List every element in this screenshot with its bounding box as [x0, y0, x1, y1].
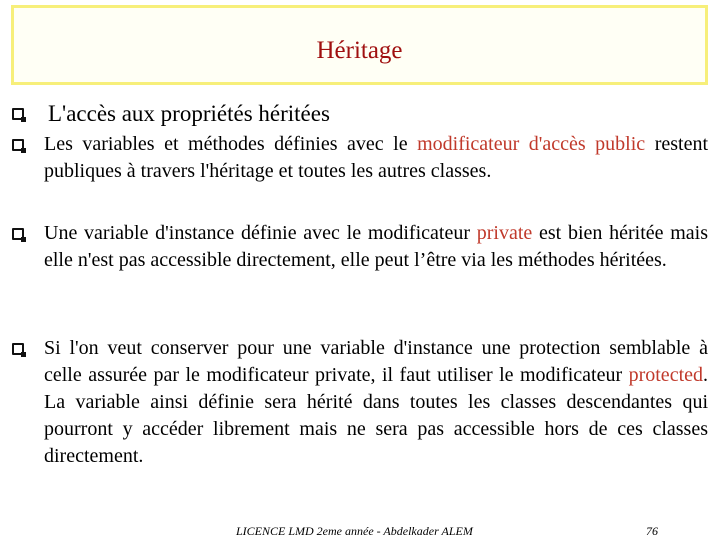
square-bullet-icon	[12, 343, 24, 355]
square-bullet-icon	[12, 108, 24, 120]
bullet-item-private	[12, 220, 708, 274]
keyword-highlight: private	[476, 222, 533, 244]
square-bullet-icon	[12, 228, 24, 240]
bullet-text	[44, 220, 708, 274]
text-segment: Si l'on veut conserver pour une variable d'instance une protection semblable à celle assurée par le modificateur private, il faut utiliser le modificateur	[44, 337, 708, 386]
bullet-text	[44, 131, 708, 185]
page-number: 76	[646, 524, 658, 538]
bullet-text: L'accès aux propriétés héritées	[48, 101, 330, 126]
square-bullet-icon	[12, 139, 24, 151]
text-segment: Les variables et méthodes définies avec le	[44, 133, 418, 155]
title-box	[11, 5, 708, 85]
text-segment: est bien héritée mais elle n'est pas accessible directement, elle peut l’être via les méthodes héritées.	[44, 222, 709, 271]
text-segment: Une variable d'instance définie avec le modificateur	[44, 222, 477, 244]
text-segment: restent publiques à travers l'héritage et toutes les autres classes.	[44, 133, 709, 182]
bullet-item-protected	[12, 335, 708, 470]
bullet-item-inherited-access	[12, 100, 708, 128]
bullet-item-public	[12, 131, 708, 185]
footer-credit: LICENCE LMD 2eme année - Abdelkader ALEM	[236, 524, 473, 538]
keyword-highlight: modificateur d'accès public	[417, 133, 646, 155]
keyword-highlight: protected	[628, 364, 703, 386]
slide-title: Héritage	[316, 37, 403, 64]
bullet-text	[44, 335, 708, 470]
text-segment: . La variable ainsi définie sera hérité dans toutes les classes descendantes qui pourront y accéder librement mais ne sera pas accessible hors de ces classes directement.	[44, 364, 708, 467]
